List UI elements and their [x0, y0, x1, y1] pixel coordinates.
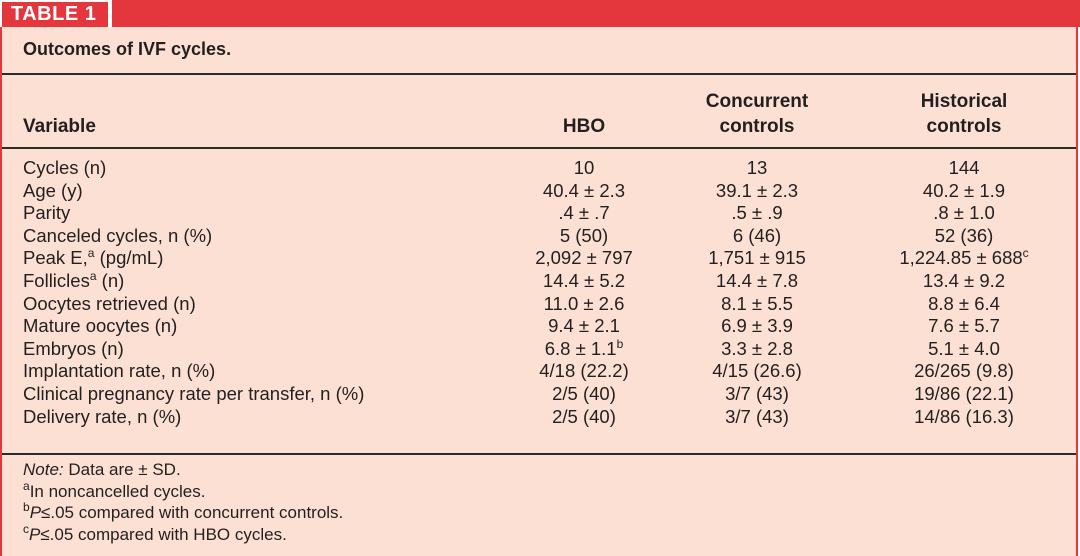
row-label: Embryos (n) — [23, 337, 124, 359]
cell-historical: 40.2 ± 1.9 — [922, 179, 1006, 201]
cell-concurrent: 6 (46) — [732, 224, 782, 246]
header-historical-controls — [874, 89, 1054, 139]
cell-hbo: 40.4 ± 2.3 — [542, 179, 626, 201]
row-label: Clinical pregnancy rate per transfer, n (%) — [23, 382, 365, 404]
row-label: Canceled cycles, n (%) — [23, 224, 213, 246]
cell-hbo: 10 — [573, 157, 595, 178]
cell-hbo: 9.4 ± 2.1 — [548, 315, 620, 337]
table-row — [2, 360, 1076, 383]
header-concurrent-line1: Concurrent — [705, 91, 809, 112]
table-row — [2, 315, 1076, 338]
row-label: Parity — [23, 202, 71, 224]
cell-concurrent: 4/15 (26.6) — [712, 360, 802, 382]
table-frame — [0, 27, 1078, 556]
cell-concurrent: 8.1 ± 5.5 — [721, 292, 793, 314]
footnote-marker: b — [616, 336, 624, 351]
cell-concurrent: 14.4 ± 7.8 — [715, 269, 799, 291]
table-row — [2, 225, 1076, 248]
table-row — [2, 180, 1076, 203]
cell-hbo: 5 (50) — [559, 224, 609, 246]
cell-concurrent: 3/7 (43) — [725, 382, 789, 404]
cell-concurrent: 13 — [746, 157, 768, 178]
header-concurrent-line2: controls — [719, 116, 795, 137]
cell-historical: 5.1 ± 4.0 — [928, 337, 1000, 359]
table-header-bar — [0, 0, 1080, 27]
header-historical-line1: Historical — [920, 91, 1008, 112]
footnote-b: $^b$P≤.05 compared with concurrent controls. — [23, 500, 344, 522]
cell-hbo: 4/18 (22.2) — [539, 360, 629, 382]
cell-historical: 52 (36) — [934, 224, 994, 246]
cell-hbo: 2/5 (40) — [552, 405, 616, 427]
cell-historical: 26/265 (9.8) — [914, 360, 1014, 382]
cell-concurrent: 3/7 (43) — [725, 405, 789, 427]
table-body — [2, 149, 1076, 455]
cell-historical: 14/86 (16.3) — [914, 405, 1014, 427]
table-label: TABLE 1 — [2, 2, 108, 27]
row-label: Mature oocytes (n) — [23, 315, 178, 337]
table-row — [2, 406, 1076, 429]
note-line: Note: Data are ± SD. — [23, 460, 181, 479]
row-label: Age (y) — [23, 179, 83, 201]
footnote-marker: c — [1022, 246, 1029, 261]
table-caption: Outcomes of IVF cycles. — [2, 27, 1076, 75]
table-row — [2, 202, 1076, 225]
table-row — [2, 157, 1076, 180]
cell-concurrent: 6.9 ± 3.9 — [721, 315, 793, 337]
cell-historical: 7.6 ± 5.7 — [928, 315, 1000, 337]
cell-historical: .8 ± 1.0 — [933, 202, 995, 224]
row-label: Implantation rate, n (%) — [23, 360, 216, 382]
table-row — [2, 338, 1076, 361]
cell-concurrent: 3.3 ± 2.8 — [721, 337, 793, 359]
cell-historical: 8.8 ± 6.4 — [928, 292, 1000, 314]
table-row — [2, 293, 1076, 316]
header-historical-line2: controls — [926, 116, 1002, 137]
row-label: Oocytes retrieved (n) — [23, 292, 196, 314]
table-label-tab — [0, 0, 112, 27]
cell-historical: 19/86 (22.1) — [914, 382, 1014, 404]
header-concurrent-controls — [667, 89, 847, 139]
cell-historical: 13.4 ± 9.2 — [922, 269, 1006, 291]
cell-concurrent: .5 ± .9 — [731, 202, 783, 224]
footnote-a: $^a$In noncancelled cycles. — [23, 478, 206, 501]
cell-hbo: .4 ± .7 — [558, 202, 610, 224]
row-label: Follicles$^a$ (n) — [23, 268, 125, 291]
cell-hbo: 11.0 ± 2.6 — [543, 292, 625, 314]
cell-hbo: 2/5 (40) — [552, 382, 616, 404]
cell-historical: 144 — [948, 157, 980, 178]
table-notes — [2, 455, 1076, 545]
row-label: Peak E,$^a$ (pg/mL) — [23, 246, 164, 269]
header-variable: Variable — [23, 116, 96, 137]
header-hbo: HBO — [562, 116, 606, 137]
cell-historical: $1,224.85 \pm 688^c$ — [899, 246, 1029, 269]
cell-hbo: 2,092 ± 797 — [535, 247, 633, 269]
cell-hbo: 6.8 ± 1.1$^b$ — [544, 336, 624, 359]
row-label: Delivery rate, n (%) — [23, 405, 182, 427]
cell-concurrent: 39.1 ± 2.3 — [715, 179, 799, 201]
column-header-row — [2, 75, 1076, 149]
footnote-marker: a — [89, 268, 97, 283]
footnote-c: $^c$P≤.05 compared with HBO cycles. — [23, 521, 287, 544]
row-label: Cycles (n) — [23, 157, 107, 178]
cell-concurrent: 1,751 ± 915 — [708, 247, 806, 269]
table-row — [2, 247, 1076, 270]
footnote-marker: a — [87, 246, 95, 261]
table-row — [2, 270, 1076, 293]
table-row — [2, 383, 1076, 406]
cell-hbo: 14.4 ± 5.2 — [542, 269, 626, 291]
